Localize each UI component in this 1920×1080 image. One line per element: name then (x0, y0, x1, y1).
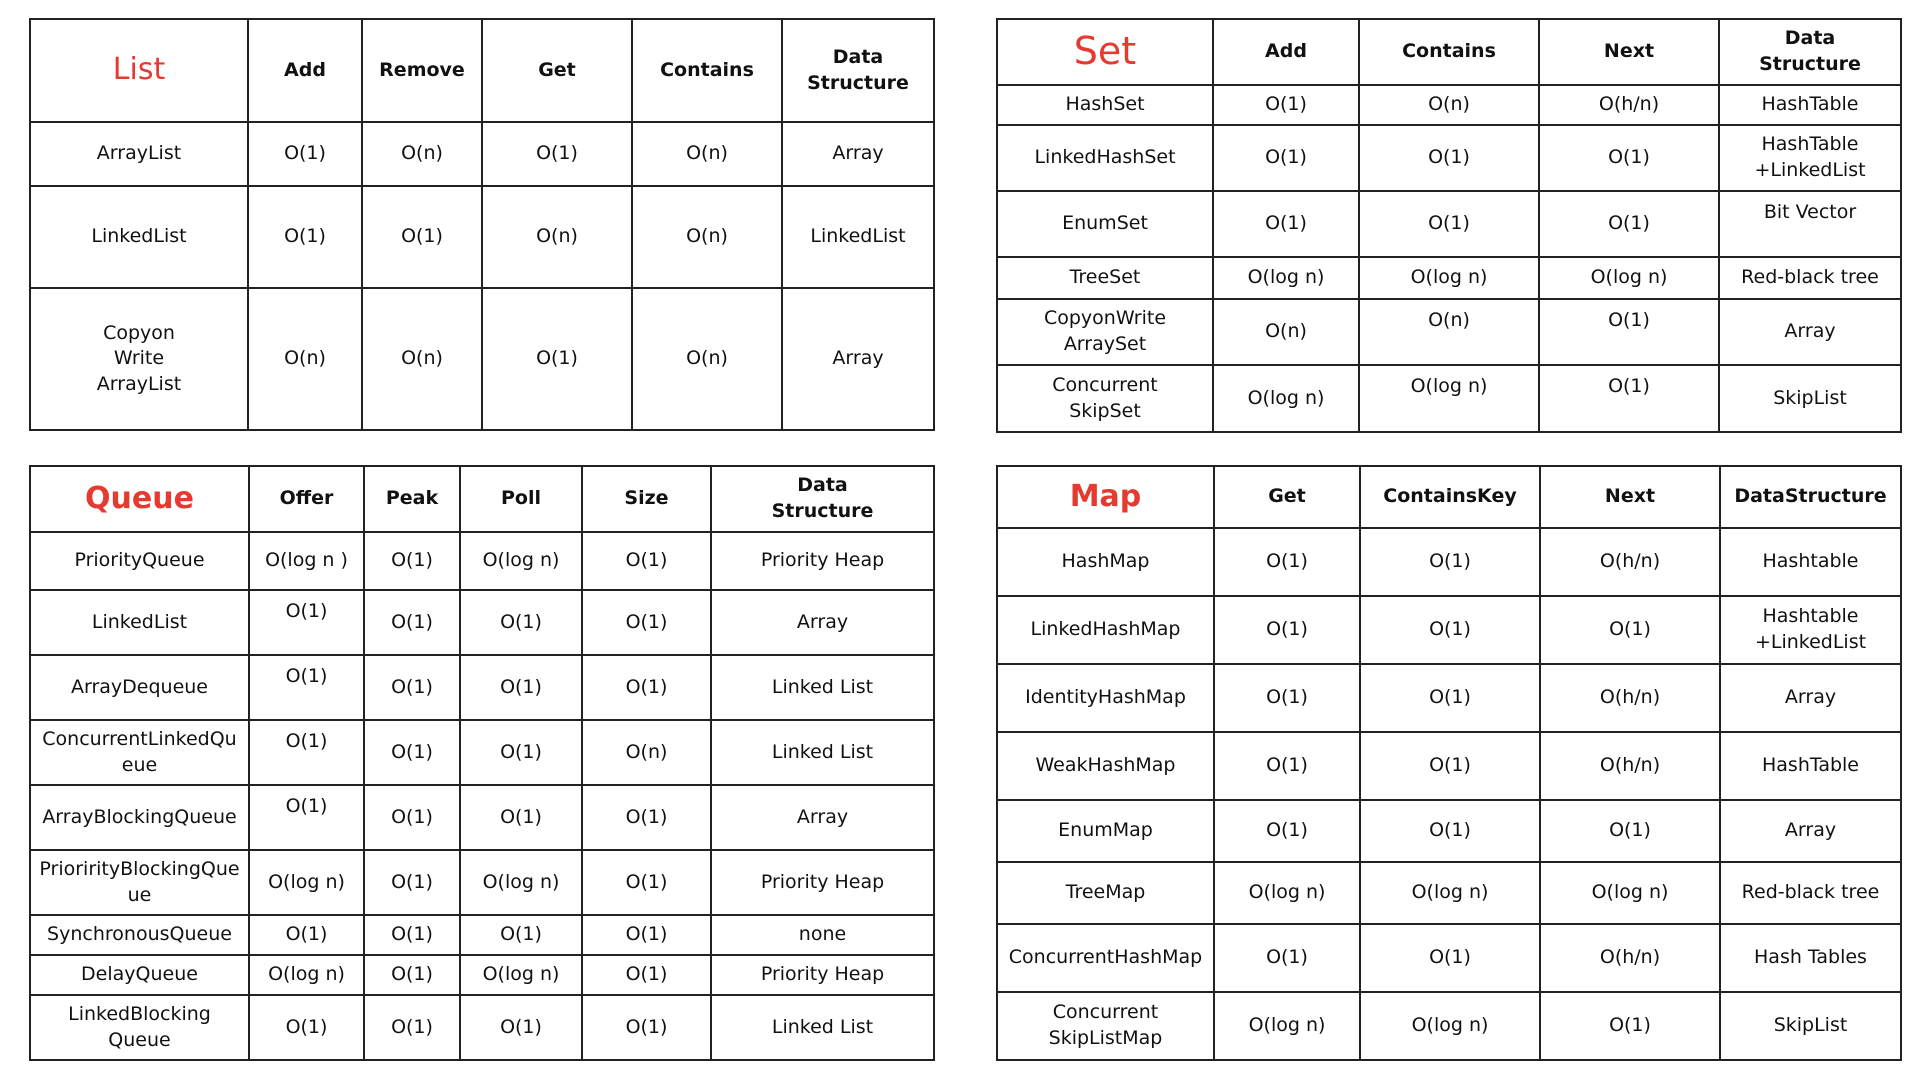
row-label: CopyonWrite ArraySet (997, 299, 1213, 365)
table-cell: O(1) (582, 955, 711, 995)
column-header: Add (1213, 19, 1359, 85)
table-cell: O(1) (1539, 125, 1719, 191)
table-cell: O(1) (1214, 528, 1360, 596)
table-row (30, 186, 934, 288)
table-cell: Priority Heap (711, 955, 934, 995)
table-cell: O(1) (582, 850, 711, 915)
table-row (997, 125, 1901, 191)
table-cell: O(1) (1540, 992, 1720, 1060)
row-label: LinkedBlocking Queue (30, 995, 249, 1060)
table-cell: Linked List (711, 995, 934, 1060)
row-label: Concurrent SkipListMap (997, 992, 1214, 1060)
table-cell: O(1) (1360, 596, 1540, 664)
table-cell: Array (782, 288, 934, 430)
table-row (30, 122, 934, 186)
table-row (997, 862, 1901, 924)
table-cell: HashTable (1719, 85, 1901, 125)
table-cell: O(1) (460, 720, 582, 785)
table-cell: O(n) (632, 122, 782, 186)
table-cell: O(log n) (1540, 862, 1720, 924)
column-header: Peak (364, 466, 460, 532)
queue-table-title: Queue (30, 466, 249, 532)
map-table-title: Map (997, 466, 1214, 528)
table-cell: Linked List (711, 655, 934, 720)
table-cell: O(log n) (1359, 257, 1539, 299)
table-cell: O(1) (249, 655, 364, 720)
table-cell: O(1) (460, 915, 582, 955)
table-cell: O(1) (460, 785, 582, 850)
row-label: TreeMap (997, 862, 1214, 924)
table-row (30, 720, 934, 785)
table-cell: O(n) (1213, 299, 1359, 365)
table-cell: O(log n) (460, 532, 582, 590)
table-row (997, 800, 1901, 862)
table-cell: O(log n) (1213, 365, 1359, 432)
table-cell: Array (1719, 299, 1901, 365)
table-cell: HashTable +LinkedList (1719, 125, 1901, 191)
table-row (997, 924, 1901, 992)
table-cell: Priority Heap (711, 532, 934, 590)
table-row (30, 655, 934, 720)
column-header: Remove (362, 19, 482, 122)
table-cell: O(1) (364, 655, 460, 720)
table-cell: O(h/n) (1539, 85, 1719, 125)
table-cell: O(1) (1213, 85, 1359, 125)
row-label: DelayQueue (30, 955, 249, 995)
row-label: ArrayBlockingQueue (30, 785, 249, 850)
table-cell: O(1) (1539, 365, 1719, 432)
table-cell: O(log n) (460, 850, 582, 915)
table-cell: O(1) (482, 288, 632, 430)
row-label: Copyon Write ArrayList (30, 288, 248, 430)
row-label: LinkedHashSet (997, 125, 1213, 191)
table-row (30, 915, 934, 955)
table-cell: O(log n) (1539, 257, 1719, 299)
table-cell: O(log n) (1360, 992, 1540, 1060)
map-table (996, 465, 1902, 1061)
table-row (30, 532, 934, 590)
table-cell: Bit Vector (1719, 191, 1901, 257)
table-row (997, 365, 1901, 432)
table-row (997, 596, 1901, 664)
column-header: Next (1540, 466, 1720, 528)
table-cell: Array (711, 785, 934, 850)
table-cell: O(1) (249, 915, 364, 955)
table-row (997, 191, 1901, 257)
table-cell: Linked List (711, 720, 934, 785)
table-cell: O(1) (582, 785, 711, 850)
table-cell: O(1) (1359, 125, 1539, 191)
row-label: HashMap (997, 528, 1214, 596)
table-cell: O(1) (1214, 924, 1360, 992)
table-cell: O(1) (460, 655, 582, 720)
table-cell: O(1) (1359, 191, 1539, 257)
table-cell: O(1) (1214, 596, 1360, 664)
table-cell: O(1) (364, 720, 460, 785)
queue-table (29, 465, 935, 1061)
table-row (30, 995, 934, 1060)
set-table-title: Set (997, 19, 1213, 85)
table-cell: O(n) (1359, 85, 1539, 125)
table-cell: O(1) (582, 532, 711, 590)
table-cell: O(log n) (1214, 862, 1360, 924)
table-cell: none (711, 915, 934, 955)
table-cell: O(1) (249, 995, 364, 1060)
table-row (997, 732, 1901, 800)
table-cell: O(1) (582, 915, 711, 955)
row-label: IdentityHashMap (997, 664, 1214, 732)
table-cell: O(1) (364, 590, 460, 655)
table-cell: O(1) (249, 590, 364, 655)
table-cell: Array (1720, 664, 1901, 732)
table-cell: Hashtable +LinkedList (1720, 596, 1901, 664)
table-cell: O(1) (248, 186, 362, 288)
row-label: LinkedList (30, 186, 248, 288)
table-row (997, 85, 1901, 125)
table-cell: O(h/n) (1540, 664, 1720, 732)
table-cell: Array (1720, 800, 1901, 862)
table-cell: O(1) (1540, 596, 1720, 664)
table-cell: O(1) (364, 785, 460, 850)
table-row (997, 992, 1901, 1060)
table-cell: O(n) (482, 186, 632, 288)
table-cell: O(h/n) (1540, 528, 1720, 596)
table-row (30, 955, 934, 995)
row-label: WeakHashMap (997, 732, 1214, 800)
table-cell: O(1) (364, 955, 460, 995)
table-cell: O(1) (1360, 732, 1540, 800)
column-header: Contains (1359, 19, 1539, 85)
table-cell: O(1) (1360, 800, 1540, 862)
table-row (997, 299, 1901, 365)
table-cell: O(1) (582, 655, 711, 720)
table-cell: O(n) (1359, 299, 1539, 365)
table-cell: O(1) (1214, 800, 1360, 862)
row-label: PriorityQueue (30, 532, 249, 590)
table-cell: O(1) (1214, 664, 1360, 732)
table-row (30, 850, 934, 915)
table-cell: O(n) (632, 288, 782, 430)
table-cell: O(n) (362, 288, 482, 430)
row-label: TreeSet (997, 257, 1213, 299)
table-cell: O(1) (1213, 191, 1359, 257)
table-cell: O(1) (1360, 664, 1540, 732)
table-cell: O(1) (249, 720, 364, 785)
column-header: Size (582, 466, 711, 532)
column-header: Next (1539, 19, 1719, 85)
table-cell: O(1) (460, 995, 582, 1060)
table-cell: O(1) (1214, 732, 1360, 800)
table-cell: Red-black tree (1720, 862, 1901, 924)
table-cell: O(n) (362, 122, 482, 186)
table-cell: O(log n) (1213, 257, 1359, 299)
table-cell: Hash Tables (1720, 924, 1901, 992)
table-row (997, 664, 1901, 732)
row-label: ArrayList (30, 122, 248, 186)
row-label: ConcurrentHashMap (997, 924, 1214, 992)
table-row (997, 257, 1901, 299)
column-header: Data Structure (782, 19, 934, 122)
row-label: LinkedHashMap (997, 596, 1214, 664)
table-cell: O(h/n) (1540, 732, 1720, 800)
row-label: SynchronousQueue (30, 915, 249, 955)
column-header: Offer (249, 466, 364, 532)
row-label: LinkedList (30, 590, 249, 655)
table-cell: O(log n) (460, 955, 582, 995)
row-label: HashSet (997, 85, 1213, 125)
table-row (997, 528, 1901, 596)
table-row (30, 785, 934, 850)
table-cell: O(1) (1213, 125, 1359, 191)
list-table (29, 18, 935, 431)
table-cell: O(h/n) (1540, 924, 1720, 992)
table-cell: SkipList (1719, 365, 1901, 432)
row-label: PriorirityBlockingQue ue (30, 850, 249, 915)
table-cell: O(1) (582, 590, 711, 655)
table-cell: HashTable (1720, 732, 1901, 800)
table-cell: O(log n) (1360, 862, 1540, 924)
table-cell: O(n) (248, 288, 362, 430)
table-cell: O(1) (249, 785, 364, 850)
table-cell: O(1) (1360, 528, 1540, 596)
table-cell: O(log n) (1359, 365, 1539, 432)
column-header: Data Structure (1719, 19, 1901, 85)
table-cell: SkipList (1720, 992, 1901, 1060)
row-label: ConcurrentLinkedQu eue (30, 720, 249, 785)
table-cell: O(log n) (1214, 992, 1360, 1060)
column-header: Data Structure (711, 466, 934, 532)
table-cell: O(1) (1540, 800, 1720, 862)
column-header: DataStructure (1720, 466, 1901, 528)
table-cell: O(n) (632, 186, 782, 288)
row-label: Concurrent SkipSet (997, 365, 1213, 432)
table-row (30, 590, 934, 655)
table-cell: O(log n) (249, 955, 364, 995)
column-header: Contains (632, 19, 782, 122)
table-cell: O(1) (364, 850, 460, 915)
table-cell: Array (711, 590, 934, 655)
table-cell: Red-black tree (1719, 257, 1901, 299)
table-cell: Hashtable (1720, 528, 1901, 596)
row-label: EnumMap (997, 800, 1214, 862)
table-cell: LinkedList (782, 186, 934, 288)
row-label: ArrayDequeue (30, 655, 249, 720)
table-cell: O(log n ) (249, 532, 364, 590)
table-cell: O(1) (460, 590, 582, 655)
column-header: Poll (460, 466, 582, 532)
set-table (996, 18, 1902, 433)
table-cell: O(n) (582, 720, 711, 785)
table-cell: O(1) (362, 186, 482, 288)
table-cell: O(1) (1539, 299, 1719, 365)
column-header: Get (482, 19, 632, 122)
table-cell: O(1) (364, 915, 460, 955)
column-header: ContainsKey (1360, 466, 1540, 528)
column-header: Add (248, 19, 362, 122)
table-cell: O(1) (248, 122, 362, 186)
table-cell: O(1) (364, 995, 460, 1060)
column-header: Get (1214, 466, 1360, 528)
list-table-title: List (30, 19, 248, 122)
table-cell: O(1) (582, 995, 711, 1060)
row-label: EnumSet (997, 191, 1213, 257)
table-cell: O(1) (1539, 191, 1719, 257)
table-cell: Array (782, 122, 934, 186)
table-cell: O(1) (1360, 924, 1540, 992)
table-cell: Priority Heap (711, 850, 934, 915)
table-cell: O(log n) (249, 850, 364, 915)
table-cell: O(1) (364, 532, 460, 590)
table-row (30, 288, 934, 430)
table-cell: O(1) (482, 122, 632, 186)
